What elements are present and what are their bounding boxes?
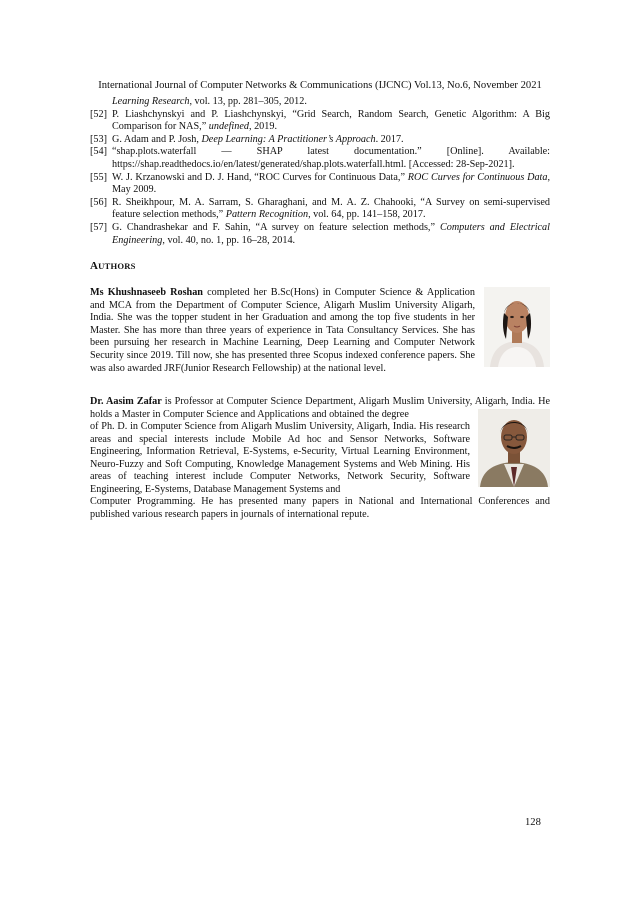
author2-portrait-icon	[478, 409, 550, 487]
author2-bio-intro: Dr. Aasim Zafar is Professor at Computer Science Department, Aligarh Muslim University, Aligarh, India. He holds a Master in Computer Science and Applications and obtained the degree	[90, 396, 550, 420]
reference-number: [56]	[90, 196, 107, 208]
author1-portrait-icon	[484, 287, 550, 367]
reference-text: G. Adam and P. Josh, Deep Learning: A Practitioner’s Approach. 2017.	[112, 133, 404, 145]
reference-item	[90, 109, 550, 134]
reference-continuation: Learning Research, vol. 13, pp. 281–305, 2012.	[112, 96, 307, 107]
author2-bio-end: Computer Programming. He has presented many papers in National and International Conferences and published various research papers in journals of international repute.	[90, 496, 550, 520]
reference-text: R. Sheikhpour, M. A. Sarram, S. Gharaghani, and M. A. Z. Chahooki, “A Survey on semi-supervised feature selection methods,” Pattern Recognition, vol. 64, pp. 141–158, 2017.	[112, 196, 550, 221]
authors-heading: AUTHORS	[90, 260, 136, 272]
reference-item	[90, 197, 550, 222]
reference-text: W. J. Krzanowski and D. J. Hand, “ROC Curves for Continuous Data,” ROC Curves for Continuous Data, May 2009.	[112, 171, 551, 196]
reference-number: [55]	[90, 171, 107, 183]
author2-photo	[478, 409, 550, 487]
author2-name: Dr. Aasim Zafar	[90, 396, 162, 407]
reference-item	[90, 146, 550, 171]
page-number: 128	[525, 817, 541, 828]
author1-bio: Ms Khushnaseeb Roshan completed her B.Sc(Hons) in Computer Science & Application and MCA from the Department of Computer Science, Aligarh Muslim University Aligarh, India. She was the topper student in her Graduation and among the top five students in her Master. She has more than three years of experience in Tata Consultancy Services. She has been pursuing her research in Machine Learning, Deep Learning and Computer Network Security since 2019. Till now, she has presented three Scopus indexed conference papers. She was also awarded JRF(Junior Research Fellowship) at the national level.	[90, 287, 475, 374]
author1-name: Ms Khushnaseeb Roshan	[90, 287, 203, 298]
reference-item	[90, 222, 550, 247]
reference-number: [53]	[90, 133, 107, 145]
reference-number: [52]	[90, 108, 107, 120]
reference-number: [57]	[90, 221, 107, 233]
reference-number: [54]	[90, 146, 107, 158]
reference-text: “shap.plots.waterfall — SHAP latest documentation.” [Online]. Available: https://shap.readthedocs.io/en/latest/generated/shap.plots.waterfall.html. [Accessed: 28-Sep-2021].	[112, 146, 550, 170]
author2-bio-middle: of Ph. D. in Computer Science from Aligarh Muslim University, Aligarh, India. His research areas and special interests include Mobile Ad hoc and Sensor Networks, Software Engineering, Information Retrieval, E-Systems, e-Security, Virtual Learning Environment, Neuro-Fuzzy and Soft Computing, Knowledge Management Systems and Web Mining. His areas of teaching interest include Computer Networks, Network Security, Software Engineering, E-Systems, Database Management Systems and	[90, 421, 470, 495]
reference-text: P. Liashchynskyi and P. Liashchynskyi, “Grid Search, Random Search, Genetic Algorithm: A Big Comparison for NAS,” undefined, 2019.	[112, 108, 550, 133]
reference-item	[90, 134, 550, 147]
reference-list	[90, 96, 550, 247]
reference-item	[90, 172, 550, 197]
journal-header: International Journal of Computer Networks & Communications (IJCNC) Vol.13, No.6, November 2021	[98, 80, 542, 91]
author1-photo	[484, 287, 550, 367]
reference-text: G. Chandrashekar and F. Sahin, “A survey on feature selection methods,” Computers and Electrical Engineering, vol. 40, no. 1, pp. 16–28, 2014.	[112, 221, 550, 246]
